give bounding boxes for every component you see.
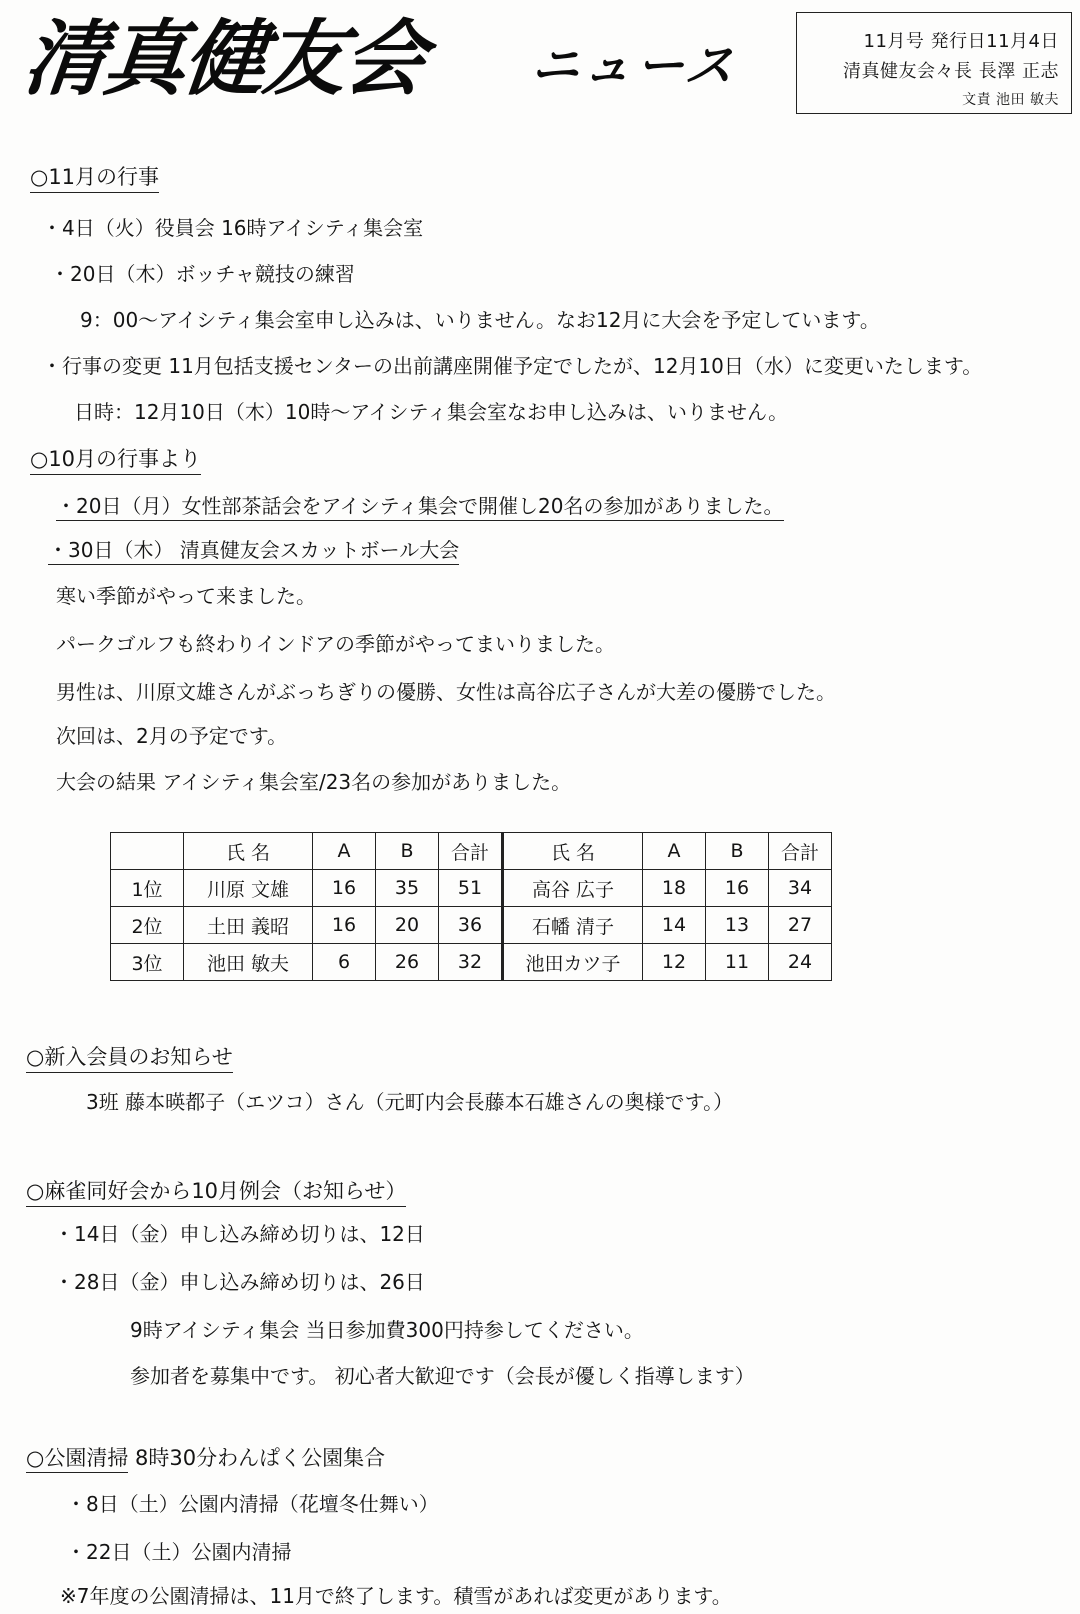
- table-row: [111, 944, 832, 981]
- table-header-cell: 合計: [769, 833, 832, 870]
- table-header-cell: [111, 833, 184, 870]
- table-cell: 1位: [111, 870, 184, 907]
- new-member-heading: ○新入会員のお知らせ: [26, 1044, 233, 1073]
- newsletter-subtitle: ニュース: [528, 38, 742, 94]
- park-note: ※7年度の公園清掃は、11月で終了します。積雪があれば変更があります。: [60, 1584, 732, 1608]
- newsletter-title: 清真健友会: [19, 12, 430, 107]
- table-cell: 2位: [111, 907, 184, 944]
- table-cell: 16: [706, 870, 769, 907]
- table-cell: 51: [439, 870, 503, 907]
- table-cell: 12: [643, 944, 706, 981]
- october-heading: ○10月の行事より: [30, 446, 201, 475]
- park-item-1: ・8日（土）公園内清掃（花壇冬仕舞い）: [66, 1492, 439, 1516]
- table-header-cell: B: [706, 833, 769, 870]
- table-cell: 27: [769, 907, 832, 944]
- editor: 文責 池田 敏夫: [962, 92, 1059, 108]
- park-heading: [26, 1446, 385, 1470]
- table-cell: 26: [376, 944, 439, 981]
- october-paragraph-5: 大会の結果 アイシティ集会室/23名の参加がありました。: [56, 770, 572, 794]
- table-row: [111, 907, 832, 944]
- table-cell: 6: [313, 944, 376, 981]
- table-header-cell: 氏 名: [184, 833, 313, 870]
- table-cell: 石幡 清子: [503, 907, 643, 944]
- october-item-1-text: ・20日（月）女性部茶話会をアイシティ集会で開催し20名の参加がありました。: [56, 494, 784, 521]
- table-header-cell: 氏 名: [503, 833, 643, 870]
- november-item-2-detail: 9：00～アイシティ集会室申し込みは、いりません。なお12月に大会を予定しています。: [80, 308, 880, 332]
- table-cell: 34: [769, 870, 832, 907]
- issue-date: 11月号 発行日11月4日: [863, 31, 1059, 52]
- november-item-1: ・4日（火）役員会 16時アイシティ集会室: [42, 216, 424, 240]
- table-header-cell: B: [376, 833, 439, 870]
- results-table: [110, 832, 832, 981]
- table-cell: 16: [313, 870, 376, 907]
- chairperson: 清真健友会々長 長澤 正志: [843, 61, 1059, 82]
- table-cell: 池田カツ子: [503, 944, 643, 981]
- table-header-cell: 合計: [439, 833, 503, 870]
- november-item-3-detail: 日時：12月10日（木）10時～アイシティ集会室なお申し込みは、いりません。: [74, 400, 789, 424]
- november-item-3: ・行事の変更 11月包括支援センターの出前講座開催予定でしたが、12月10日（水）に変更いたします。: [42, 354, 983, 378]
- table-cell: 14: [643, 907, 706, 944]
- park-item-2: ・22日（土）公園内清掃: [66, 1540, 292, 1564]
- october-item-1: [56, 494, 784, 518]
- table-cell: 3位: [111, 944, 184, 981]
- issue-info-box: [796, 12, 1072, 114]
- mahjong-detail-2: 参加者を募集中です。 初心者大歓迎です（会長が優しく指導します）: [130, 1364, 755, 1388]
- november-item-2: ・20日（木）ボッチャ競技の練習: [50, 262, 355, 286]
- table-header-cell: A: [313, 833, 376, 870]
- table-cell: 11: [706, 944, 769, 981]
- table-cell: 24: [769, 944, 832, 981]
- results-header-row: [111, 833, 832, 870]
- table-cell: 土田 義昭: [184, 907, 313, 944]
- park-heading-text: ○公園清掃: [26, 1446, 128, 1473]
- table-cell: 35: [376, 870, 439, 907]
- table-cell: 18: [643, 870, 706, 907]
- new-member-text: 3班 藤本暎都子（エツコ）さん（元町内会長藤本石雄さんの奥様です。）: [86, 1090, 734, 1114]
- table-header-cell: A: [643, 833, 706, 870]
- table-cell: 13: [706, 907, 769, 944]
- table-cell: 16: [313, 907, 376, 944]
- table-row: [111, 870, 832, 907]
- mahjong-item-2: ・28日（金）申し込み締め切りは、26日: [54, 1270, 425, 1294]
- table-cell: 32: [439, 944, 503, 981]
- mahjong-item-1: ・14日（金）申し込み締め切りは、12日: [54, 1222, 425, 1246]
- november-heading: ○11月の行事: [30, 164, 159, 193]
- table-cell: 池田 敏夫: [184, 944, 313, 981]
- mahjong-detail-1: 9時アイシティ集会 当日参加費300円持参してください。: [130, 1318, 644, 1342]
- table-cell: 川原 文雄: [184, 870, 313, 907]
- october-item-2: [48, 538, 459, 562]
- october-paragraph-3: 男性は、川原文雄さんがぶっちぎりの優勝、女性は高谷広子さんが大差の優勝でした。: [56, 680, 836, 704]
- park-heading-note: 8時30分わんぱく公園集合: [135, 1446, 386, 1470]
- table-cell: 20: [376, 907, 439, 944]
- mahjong-heading: ○麻雀同好会から10月例会（お知らせ）: [26, 1178, 406, 1207]
- table-cell: 36: [439, 907, 503, 944]
- october-paragraph-2: パークゴルフも終わりインドアの季節がやってまいりました。: [56, 632, 615, 656]
- october-paragraph-4: 次回は、2月の予定です。: [56, 724, 288, 748]
- october-paragraph-1: 寒い季節がやって来ました。: [56, 584, 316, 608]
- october-item-2-text: ・30日（木） 清真健友会スカットボール大会: [48, 538, 459, 565]
- table-cell: 高谷 広子: [503, 870, 643, 907]
